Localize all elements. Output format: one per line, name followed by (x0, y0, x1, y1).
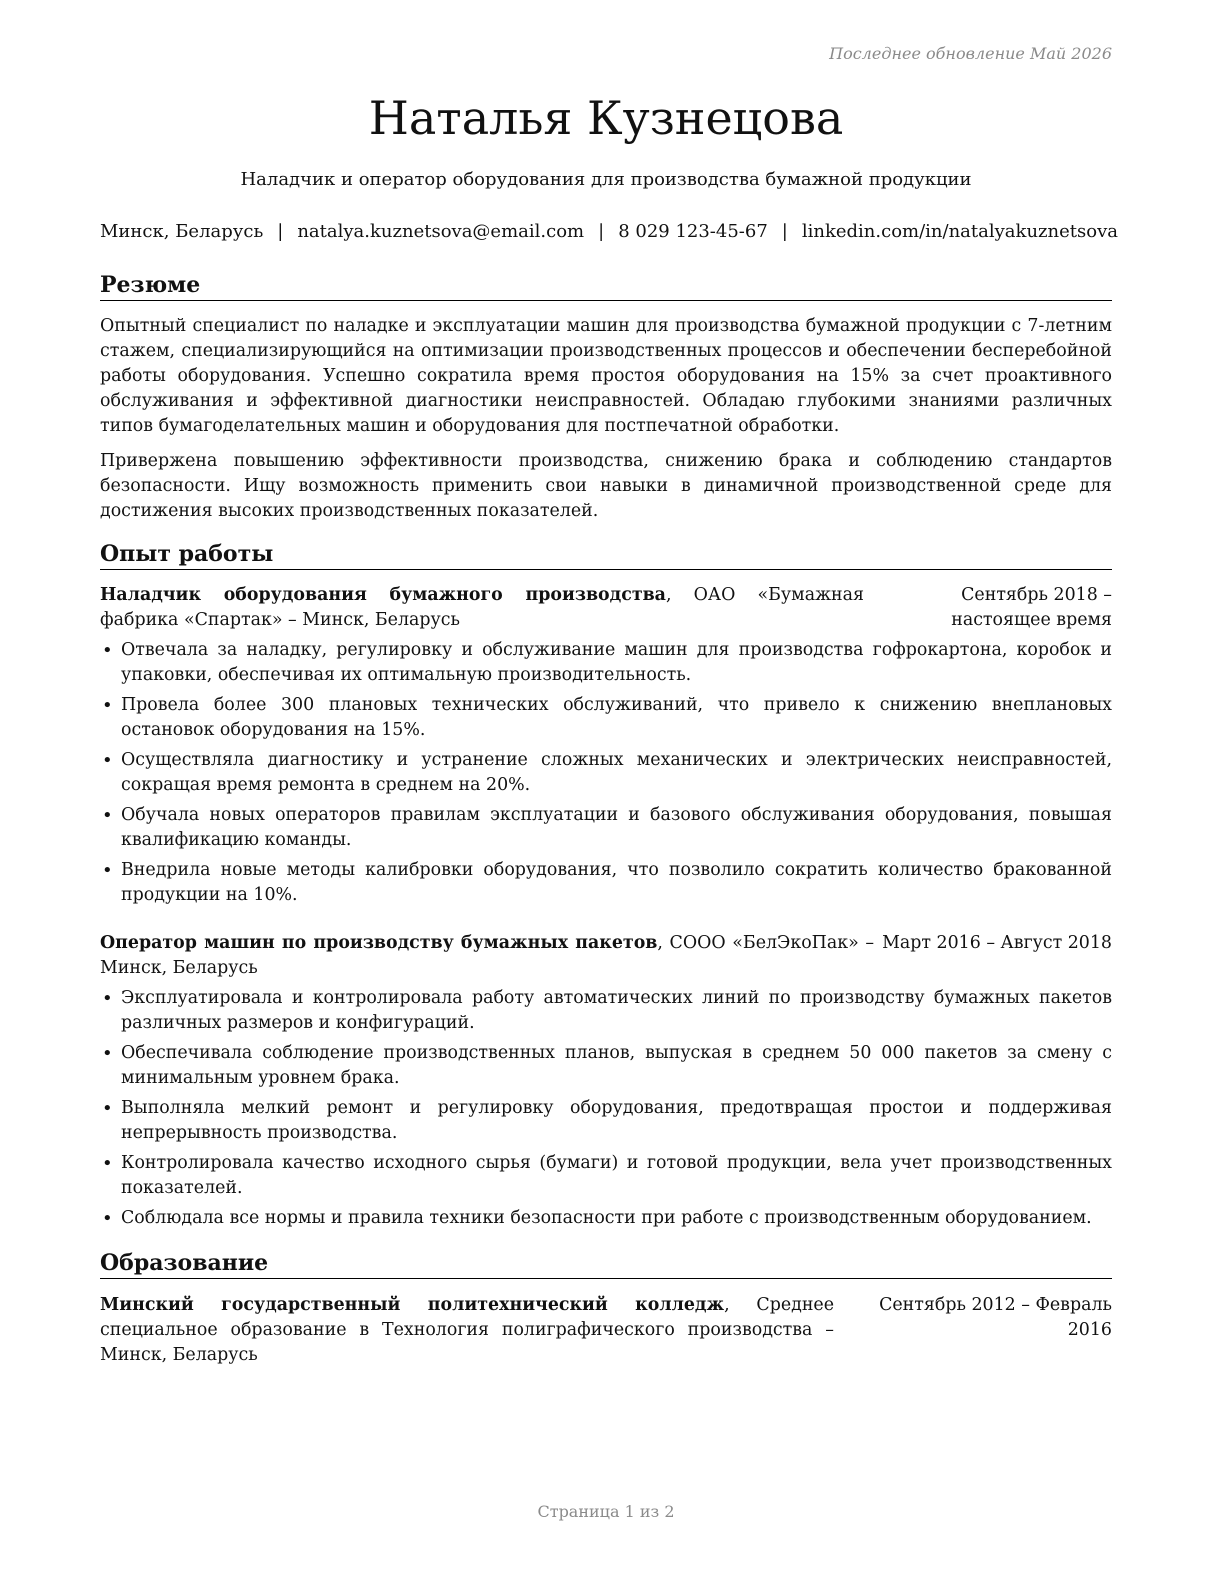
job-dates: Март 2016 – Август 2018 (882, 933, 1112, 953)
job-header (100, 931, 1112, 981)
list-item: • Выполняла мелкий ремонт и регулировку оборудования, предотвращая простои и поддерживая непрерывность производства. (100, 1096, 1112, 1146)
section-title-summary: Резюме (100, 270, 1112, 301)
job-subtitle: Наладчик и оператор оборудования для производства бумажной продукции (240, 169, 972, 190)
job-company: , СООО «БелЭкоПак» – Минск, Беларусь (100, 933, 875, 978)
candidate-name: Наталья Кузнецова (368, 91, 844, 145)
job-company: , ОАО «Бумажная фабрика «Спартак» – Минск, Беларусь (100, 585, 864, 630)
job-position: Оператор машин по производству бумажных пакетов (100, 933, 658, 953)
education-dates: Сентябрь 2012 – Февраль 2016 (879, 1295, 1112, 1340)
resume-page (100, 0, 1118, 1584)
education-header (100, 1293, 1112, 1368)
list-item: • Осуществляла диагностику и устранение сложных механических и электрических неисправностей, сокращая время ремонта в среднем на 20%. (100, 748, 1112, 798)
education-title-line (100, 1293, 842, 1368)
list-item: • Провела более 300 плановых технических обслуживаний, что привело к снижению внеплановых остановок оборудования на 15%. (100, 693, 1112, 743)
list-item: • Соблюдала все нормы и правила техники безопасности при работе с производственным оборудованием. (100, 1206, 1112, 1231)
job-position: Наладчик оборудования бумажного производства (100, 585, 666, 605)
contact-location: Минск, Беларусь (100, 221, 264, 242)
job-bullets (100, 638, 1112, 913)
list-item: • Внедрила новые методы калибровки оборудования, что позволило сократить количество бракованной продукции на 10%. (100, 858, 1112, 908)
summary-paragraph-1: Опытный специалист по наладке и эксплуатации машин для производства бумажной продукции с 7-летним стажем, специализирующийся на оптимизации производственных процессов и обеспечении бесперебойной работы оборудования. Успешно сократила время простоя оборудования на 15% за счет проактивного обслуживания и эффективной диагностики неисправностей. Обладаю глубокими знаниями различных типов бумагоделательных машин и оборудования для постпечатной обработки. (100, 316, 1112, 436)
job-title-line (100, 931, 882, 981)
list-item: • Контролировала качество исходного сырья (бумаги) и готовой продукции, вела учет производственных показателей. (100, 1151, 1112, 1201)
list-item: • Отвечала за наладку, регулировку и обслуживание машин для производства гофрокартона, коробок и упаковки, обеспечивая их оптимальную производительность. (100, 638, 1112, 688)
contact-linkedin-link[interactable]: linkedin.com/in/natalyakuznetsova (801, 221, 1118, 242)
job-title-line (100, 583, 872, 633)
list-item: • Обучала новых операторов правилам эксплуатации и базового обслуживания оборудования, повышая квалификацию команды. (100, 803, 1112, 853)
section-title-experience: Опыт работы (100, 539, 1112, 570)
education-institution: Минский государственный политехнический колледж (100, 1295, 725, 1315)
contact-separator: | (277, 221, 284, 242)
page-number: Страница 1 из 2 (537, 1502, 675, 1521)
contact-line (100, 219, 1118, 245)
contact-separator: | (598, 221, 605, 242)
contact-phone: 8 029 123-45-67 (618, 221, 768, 242)
contact-separator: | (781, 221, 788, 242)
list-item: • Эксплуатировала и контролировала работу автоматических линий по производству бумажных пакетов различных размеров и конфигураций. (100, 986, 1112, 1036)
education-details: , Среднее специальное образование в Технология полиграфического производства – Минск, Беларусь (100, 1295, 835, 1365)
summary-paragraph-2: Привержена повышению эффективности производства, снижению брака и соблюдению стандартов безопасности. Ищу возможность применить свои навыки в динамичной производственной среде для достижения высоких производственных показателей. (100, 451, 1112, 521)
job-header (100, 583, 1112, 633)
job-bullets (100, 986, 1112, 1236)
section-title-education: Образование (100, 1248, 1112, 1279)
last-updated: Последнее обновление Май 2026 (829, 44, 1112, 63)
job-dates: Сентябрь 2018 – настоящее время (951, 585, 1112, 630)
contact-email-link[interactable]: natalya.kuznetsova@email.com (297, 221, 585, 242)
list-item: • Обеспечивала соблюдение производственных планов, выпуская в среднем 50 000 пакетов за смену с минимальным уровнем брака. (100, 1041, 1112, 1091)
